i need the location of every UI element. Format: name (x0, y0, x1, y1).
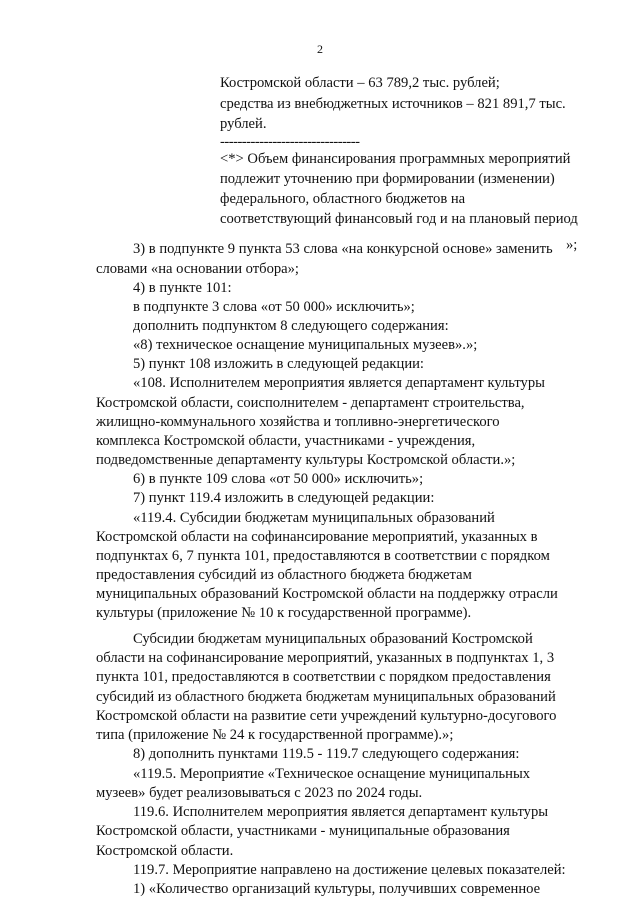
footnote-separator: -------------------------------- (220, 134, 360, 150)
text-line: 1) «Количество организаций культуры, получивших современное (133, 881, 541, 897)
text-line: 7) пункт 119.4 изложить в следующей редакции: (133, 490, 435, 506)
text-line: предоставления субсидий из областного бюджета бюджетам (96, 567, 472, 583)
text-line: Костромской области, соисполнителем - департамент строительства, (96, 395, 525, 411)
text-line: рублей. (220, 116, 267, 132)
text-line: <*> Объем финансирования программных мероприятий (220, 151, 571, 167)
text-line: 6) в пункте 109 слова «от 50 000» исключить»; (133, 471, 424, 487)
text-line: в подпункте 3 слова «от 50 000» исключить»; (133, 299, 415, 315)
text-line: соответствующий финансовый год и на плановый период (220, 211, 578, 227)
text-line: Костромской области, участниками - муниципальные образования (96, 823, 510, 839)
text-line: жилищно-коммунального хозяйства и топливно-энергетического (96, 414, 500, 430)
page-number: 2 (317, 42, 323, 56)
text-line: словами «на основании отбора»; (96, 261, 299, 277)
text-line: Субсидии бюджетам муниципальных образований Костромской (133, 631, 533, 647)
text-line: области на софинансирование мероприятий, указанных в подпунктах 1, 3 (96, 650, 555, 666)
text-line: Костромской области на развитие сети учреждений культурно-досугового (96, 708, 557, 724)
text-line: 119.7. Мероприятие направлено на достижение целевых показателей: (133, 862, 566, 878)
text-line: 5) пункт 108 изложить в следующей редакции: (133, 356, 424, 372)
text-line: федерального, областного бюджетов на (220, 191, 466, 207)
text-line: «119.4. Субсидии бюджетам муниципальных образований (133, 510, 495, 526)
text-line: типа (приложение № 24 к государственной программе).»; (96, 727, 454, 743)
text-line: 3) в подпункте 9 пункта 53 слова «на конкурсной основе» заменить (133, 241, 553, 257)
text-line: дополнить подпунктом 8 следующего содержания: (133, 318, 449, 334)
text-line: «119.5. Мероприятие «Техническое оснащение муниципальных (133, 766, 531, 782)
text-line: культуры (приложение № 10 к государственной программе). (96, 605, 472, 621)
text-line: «8) техническое оснащение муниципальных музеев».»; (133, 337, 478, 353)
text-line: подпунктах 6, 7 пункта 101, предоставляются в соответствии с порядком (96, 548, 550, 564)
text-line: Костромской области – 63 789,2 тыс. рублей; (220, 75, 500, 91)
text-line: комплекса Костромской области, участниками - учреждения, (96, 433, 476, 449)
text-line: пункта 101, предоставляются в соответствии с порядком предоставления (96, 669, 551, 685)
text-line: «108. Исполнителем мероприятия является департамент культуры (133, 375, 545, 391)
text-line: 119.6. Исполнителем мероприятия является департамент культуры (133, 804, 549, 820)
text-line: подведомственные департаменту культуры Костромской области.»; (96, 452, 516, 468)
text-line: муниципальных образований Костромской области на поддержку отрасли (96, 586, 558, 602)
closing-quote: »; (566, 237, 578, 253)
text-line: подлежит уточнению при формировании (изменении) (220, 171, 555, 187)
text-line: музеев» будет реализовываться с 2023 по 2024 годы. (96, 785, 423, 801)
text-line: средства из внебюджетных источников – 821 891,7 тыс. (220, 96, 566, 112)
text-line: субсидий из областного бюджета бюджетам муниципальных образований (96, 689, 556, 705)
text-line: 4) в пункте 101: (133, 280, 232, 296)
text-line: Костромской области на софинансирование мероприятий, указанных в (96, 529, 538, 545)
text-line: 8) дополнить пунктами 119.5 - 119.7 следующего содержания: (133, 746, 520, 762)
text-line: Костромской области. (96, 843, 234, 859)
